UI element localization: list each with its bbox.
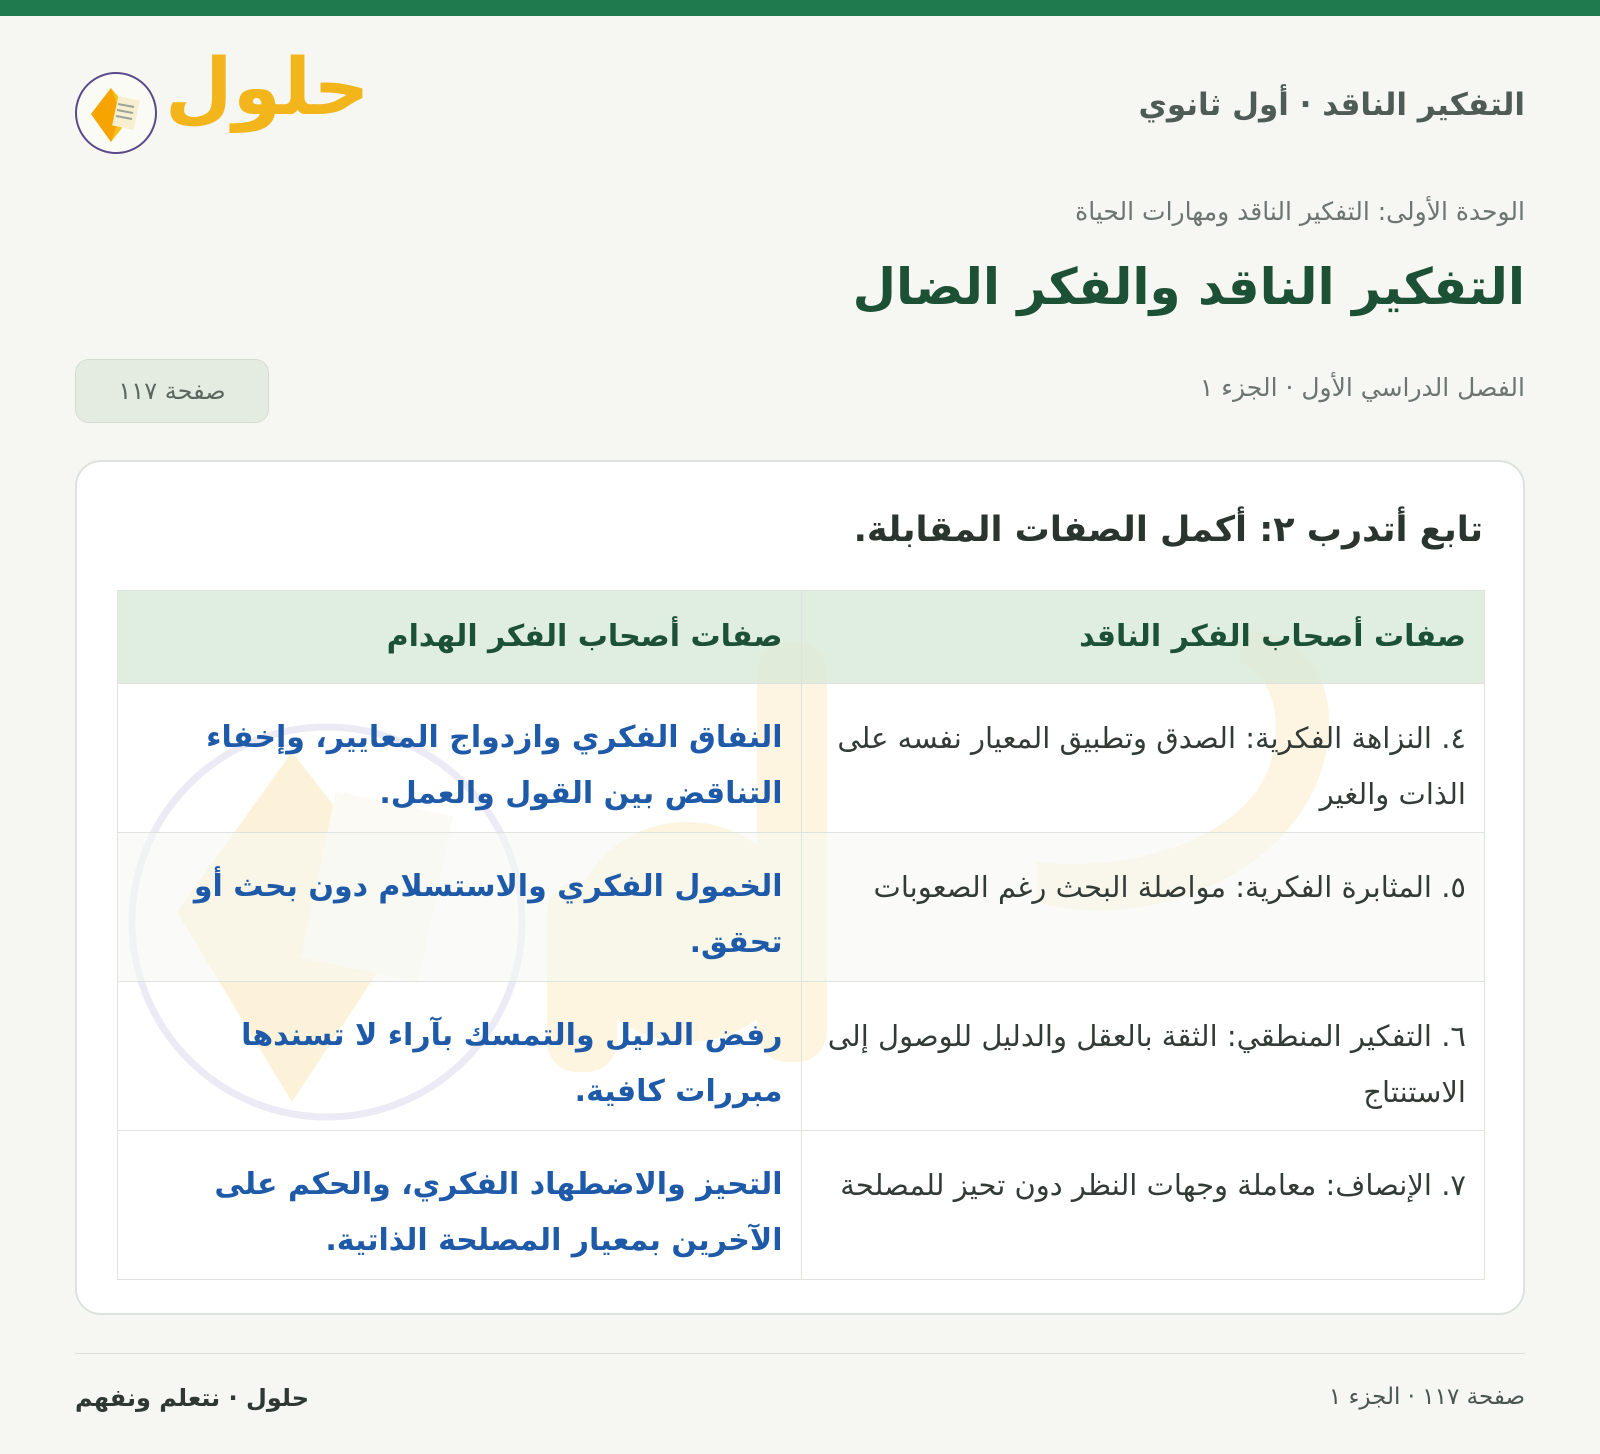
semester-info: الفصل الدراسي الأول · الجزء ١ (1199, 373, 1525, 402)
page-number-badge: صفحة ١١٧ (75, 359, 269, 423)
book-icon (73, 74, 155, 156)
traits-table (117, 590, 1485, 1280)
footer-divider (75, 1353, 1525, 1354)
hulul-logo[interactable] (75, 43, 370, 155)
logo-wordmark: حلول (165, 43, 370, 133)
exercise-title: تابع أتدرب ٢: أكمل الصفات المقابلة. (853, 510, 1483, 550)
answer-cell: رفض الدليل والتمسك بآراء لا تسندها مبررات كافية. (118, 982, 802, 1131)
table-row (118, 1131, 1485, 1280)
critical-trait-cell: ٥. المثابرة الفكرية: مواصلة البحث رغم الصعوبات (801, 833, 1485, 982)
critical-trait-cell: ٤. النزاهة الفكرية: الصدق وتطبيق المعيار نفسه على الذات والغير (801, 684, 1485, 833)
top-accent-bar (0, 0, 1600, 16)
footer-brand[interactable]: حلول · نتعلم ونفهم (75, 1384, 309, 1412)
critical-trait-cell: ٦. التفكير المنطقي: الثقة بالعقل والدليل للوصول إلى الاستنتاج (801, 982, 1485, 1131)
page-header (75, 43, 1525, 155)
lesson-title: التفكير الناقد والفكر الضال (852, 258, 1525, 316)
answer-cell: الخمول الفكري والاستسلام دون بحث أو تحقق. (118, 833, 802, 982)
unit-subtitle: الوحدة الأولى: التفكير الناقد ومهارات الحياة (1075, 197, 1525, 226)
column-header-destructive: صفات أصحاب الفكر الهدام (118, 591, 802, 684)
column-header-critical: صفات أصحاب الفكر الناقد (801, 591, 1485, 684)
table-row (118, 982, 1485, 1131)
logo-emblem-icon (75, 72, 157, 154)
exercise-card (75, 460, 1525, 1315)
answer-cell: التحيز والاضطهاد الفكري، والحكم على الآخرين بمعيار المصلحة الذاتية. (118, 1131, 802, 1280)
critical-trait-cell: ٧. الإنصاف: معاملة وجهات النظر دون تحيز للمصلحة (801, 1131, 1485, 1280)
footer-page-info: صفحة ١١٧ · الجزء ١ (1328, 1384, 1525, 1410)
answer-cell: النفاق الفكري وازدواج المعايير، وإخفاء التناقض بين القول والعمل. (118, 684, 802, 833)
course-title: التفكير الناقد · أول ثانوي (1138, 87, 1525, 123)
table-row (118, 833, 1485, 982)
table-row (118, 684, 1485, 833)
table-header-row (118, 591, 1485, 684)
